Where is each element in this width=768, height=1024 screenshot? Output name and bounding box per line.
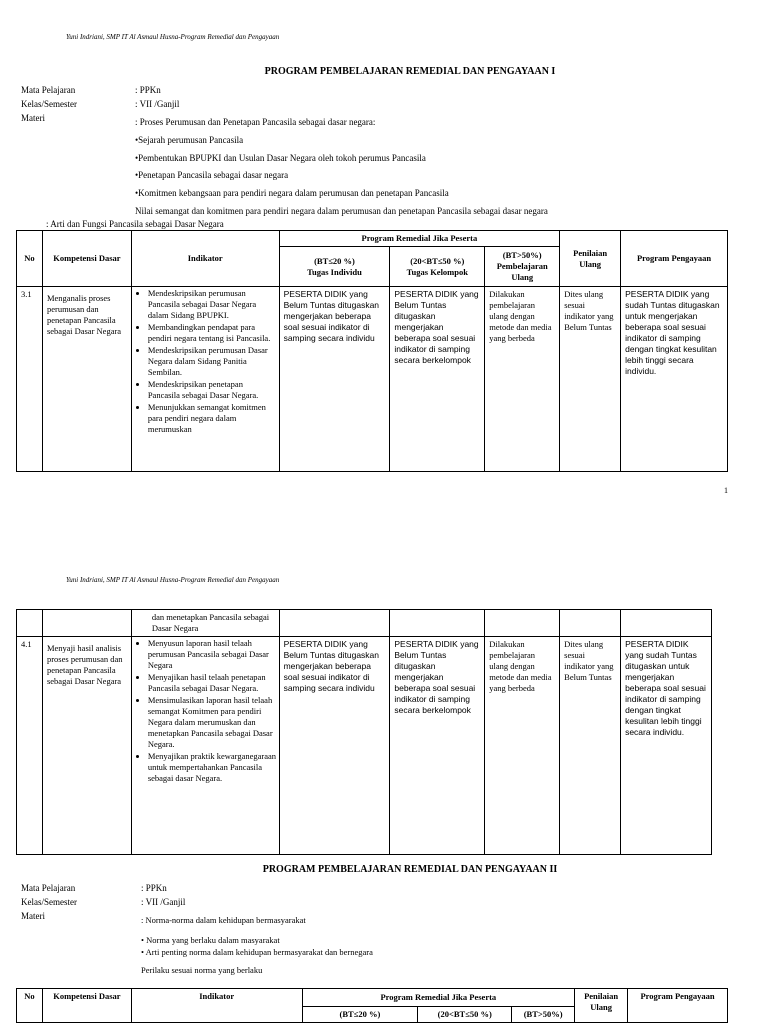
materi-extra: Perilaku sesuai norma yang berlaku bbox=[141, 965, 263, 975]
th-bt-kelompok: (20<BT≤50 %) bbox=[418, 1007, 512, 1023]
th-bt-individu: (BT≤20 %) bbox=[302, 1007, 418, 1023]
mapel-value: : PPKn bbox=[141, 883, 167, 893]
row-penilaian: Dites ulang sesuai indikator yang Belum Tuntas bbox=[560, 637, 621, 855]
row-individu bbox=[279, 287, 390, 472]
th-indikator: Indikator bbox=[131, 989, 302, 1023]
th-indikator: Indikator bbox=[131, 231, 279, 287]
kelompok-text: PESERTA DIDIK yang Belum Tuntas ditugaskan mengerjakan beberapa soal sesuai indikator di samping secara berkelompok bbox=[394, 289, 479, 365]
list-item: • Mendeskripsikan perumusan Dasar Negara dalam Sidang Panitia Sembilan. bbox=[148, 345, 277, 378]
th-pengayaan: Program Pengayaan bbox=[628, 989, 728, 1023]
pengayaan-text: PESERTA DIDIK yang sudah Tuntas ditugaskan untuk mengerjakan beberapa soal sesuai indikator di samping dengan tingkat kesulitan lebih tinggi secara individu. bbox=[625, 639, 706, 737]
mapel-label: Mata Pelajaran bbox=[21, 85, 76, 95]
section-1-title: PROGRAM PEMBELAJARAN REMEDIAL DAN PENGAYAAN I bbox=[264, 66, 556, 77]
bt3-sub: Pembelajaran Ulang bbox=[496, 261, 548, 282]
kelas-label: Kelas/Semester bbox=[21, 897, 77, 907]
page-number: 1 bbox=[724, 486, 728, 495]
bt2-sub: Tugas Kelompok bbox=[406, 266, 468, 277]
section-2-meta bbox=[21, 881, 761, 981]
list-item: • Mensimulasikan laporan hasil telaah semangat Komitmen para pendiri Negara dalam merumuskan dan menetapkan Pancasila sebagai Dasar Negara. bbox=[148, 695, 277, 750]
kelas-value: : VII /Ganjil bbox=[141, 897, 186, 907]
table-row bbox=[17, 287, 728, 472]
materi-extra: Nilai semangat dan komitmen para pendiri negara dalam perumusan dan penetapan Pancasila sebagai dasar negara bbox=[135, 206, 548, 216]
row-ulang bbox=[485, 610, 560, 637]
list-item: • Menyajikan hasil telaah penetapan Pancasila sebagai Dasar Negara. bbox=[148, 672, 277, 694]
list-item: • Mendeskripsikan penetapan Pancasila sebagai Dasar Negara. bbox=[148, 379, 277, 401]
row-no: 3.1 bbox=[17, 287, 43, 472]
th-bt-ulang bbox=[485, 247, 560, 287]
row-individu bbox=[279, 637, 390, 855]
materi-item: •Pembentukan BPUPKI dan Usulan Dasar Negara oleh tokoh perumus Pancasila bbox=[135, 153, 426, 163]
materi-extra-2: : Arti dan Fungsi Pancasila sebagai Dasar Negara bbox=[46, 219, 224, 229]
table-row bbox=[17, 610, 712, 637]
row-indikator-cont: dan menetapkan Pancasila sebagai Dasar Negara bbox=[131, 610, 279, 637]
th-kompetensi: Kompetensi Dasar bbox=[42, 231, 131, 287]
th-no: No bbox=[17, 989, 43, 1023]
row-individu bbox=[279, 610, 390, 637]
row-kelompok bbox=[390, 287, 485, 472]
materi-label: Materi bbox=[21, 113, 45, 123]
row-penilaian bbox=[560, 610, 621, 637]
th-kompetensi: Kompetensi Dasar bbox=[42, 989, 131, 1023]
row-indikator bbox=[131, 287, 279, 472]
remedial-table-2 bbox=[16, 988, 728, 1023]
row-kelompok bbox=[390, 637, 485, 855]
mapel-value: : PPKn bbox=[135, 85, 161, 95]
kelompok-text: PESERTA DIDIK yang Belum Tuntas ditugaskan mengerjakan beberapa soal sesuai indikator di samping secara berkelompok bbox=[394, 639, 479, 715]
section-2-title: PROGRAM PEMBELAJARAN REMEDIAL DAN PENGAYAAN II bbox=[262, 864, 558, 875]
indikator-list bbox=[134, 638, 277, 784]
row-ulang: Dilakukan pembelajaran ulang dengan metode dan media yang berbeda bbox=[485, 637, 560, 855]
row-ulang: Dilakukan pembelajaran ulang dengan metode dan media yang berbeda bbox=[485, 287, 560, 472]
kelas-label: Kelas/Semester bbox=[21, 99, 77, 109]
bt1-sub: Tugas Individu bbox=[307, 266, 362, 277]
th-penilaian: Penilaian Ulang bbox=[575, 989, 628, 1023]
materi-label: Materi bbox=[21, 911, 45, 921]
row-kd bbox=[42, 610, 131, 637]
materi-value: : Norma-norma dalam kehidupan bermasyarakat bbox=[141, 915, 306, 925]
pengayaan-text: PESERTA DIDIK yang sudah Tuntas ditugaskan untuk mengerjakan beberapa soal sesuai indikator di samping dengan tingkat kesulitan lebih tinggi secara individu. bbox=[625, 289, 720, 376]
row-indikator bbox=[131, 637, 279, 855]
th-no: No bbox=[17, 231, 43, 287]
list-item: • Mendeskripsikan perumusan Pancasila sebagai Dasar Negara dalam Sidang BPUPKI. bbox=[148, 288, 277, 321]
th-bt-individu bbox=[279, 247, 390, 287]
materi-item: • Arti penting norma dalam kehidupan bermasyarakat dan bernegara bbox=[141, 947, 373, 957]
materi-item: •Sejarah perumusan Pancasila bbox=[135, 135, 244, 145]
section-1-meta bbox=[21, 83, 761, 233]
row-kelompok bbox=[390, 610, 485, 637]
list-item: • Membandingkan pendapat para pendiri negara tentang isi Pancasila. bbox=[148, 322, 277, 344]
bt3-label: (BT>50%) bbox=[502, 250, 542, 260]
th-bt-ulang: (BT>50%) bbox=[512, 1007, 575, 1023]
row-kd: Menganalis proses perumusan dan penetapan Pancasila sebagai Dasar Negara bbox=[42, 287, 131, 472]
list-item: • Menunjukkan semangat komitmen para pendiri negara dalam merumuskan bbox=[148, 402, 277, 435]
kelas-value: : VII /Ganjil bbox=[135, 99, 180, 109]
row-no: 4.1 bbox=[17, 637, 43, 855]
remedial-table-1 bbox=[16, 230, 728, 472]
list-item: • Menyajikan praktik kewarganegaraan untuk mempertahankan Pancasila sebagai dasar Negara. bbox=[148, 751, 277, 784]
list-item: • Menyusun laporan hasil telaah perumusan Pancasila sebagai Dasar Negara bbox=[148, 638, 277, 671]
row-no bbox=[17, 610, 43, 637]
row-pengayaan bbox=[621, 287, 728, 472]
bt2-label: (20<BT≤50 %) bbox=[410, 255, 465, 266]
th-remedial: Program Remedial Jika Peserta bbox=[302, 989, 575, 1007]
materi-value: : Proses Perumusan dan Penetapan Pancasila sebagai dasar negara: bbox=[135, 117, 376, 127]
bt1-label: (BT≤20 %) bbox=[314, 255, 355, 266]
materi-item: • Norma yang berlaku dalam masyarakat bbox=[141, 935, 280, 945]
indikator-list bbox=[134, 288, 277, 435]
remedial-table-1-continued bbox=[16, 609, 712, 855]
individu-text: PESERTA DIDIK yang Belum Tuntas ditugaskan mengerjakan beberapa soal sesuai indikator di samping secara individu bbox=[283, 639, 380, 693]
th-pengayaan: Program Pengayaan bbox=[621, 231, 728, 287]
th-bt-kelompok bbox=[390, 247, 485, 287]
row-kd: Menyaji hasil analisis proses perumusan dan penetapan Pancasila sebagai Dasar Negara bbox=[42, 637, 131, 855]
row-pengayaan bbox=[621, 637, 712, 855]
row-pengayaan bbox=[621, 610, 712, 637]
individu-text: PESERTA DIDIK yang Belum Tuntas ditugaskan mengerjakan beberapa soal sesuai indikator di samping secara individu bbox=[283, 289, 380, 343]
materi-item: •Penetapan Pancasila sebagai dasar negara bbox=[135, 170, 289, 180]
table-2-clip bbox=[16, 988, 730, 1024]
header-note: Yuni Indriani, SMP IT Al Asmaul Husna-Program Remedial dan Pengayaan bbox=[66, 33, 280, 41]
table-row bbox=[17, 637, 712, 855]
row-penilaian: Dites ulang sesuai indikator yang Belum Tuntas bbox=[560, 287, 621, 472]
header-note-2: Yuni Indriani, SMP IT Al Asmaul Husna-Program Remedial dan Pengayaan bbox=[66, 576, 280, 584]
th-penilaian: Penilaian Ulang bbox=[560, 231, 621, 287]
th-remedial: Program Remedial Jika Peserta bbox=[279, 231, 560, 247]
mapel-label: Mata Pelajaran bbox=[21, 883, 76, 893]
materi-item: •Komitmen kebangsaan para pendiri negara dalam perumusan dan penetapan Pancasila bbox=[135, 188, 449, 198]
